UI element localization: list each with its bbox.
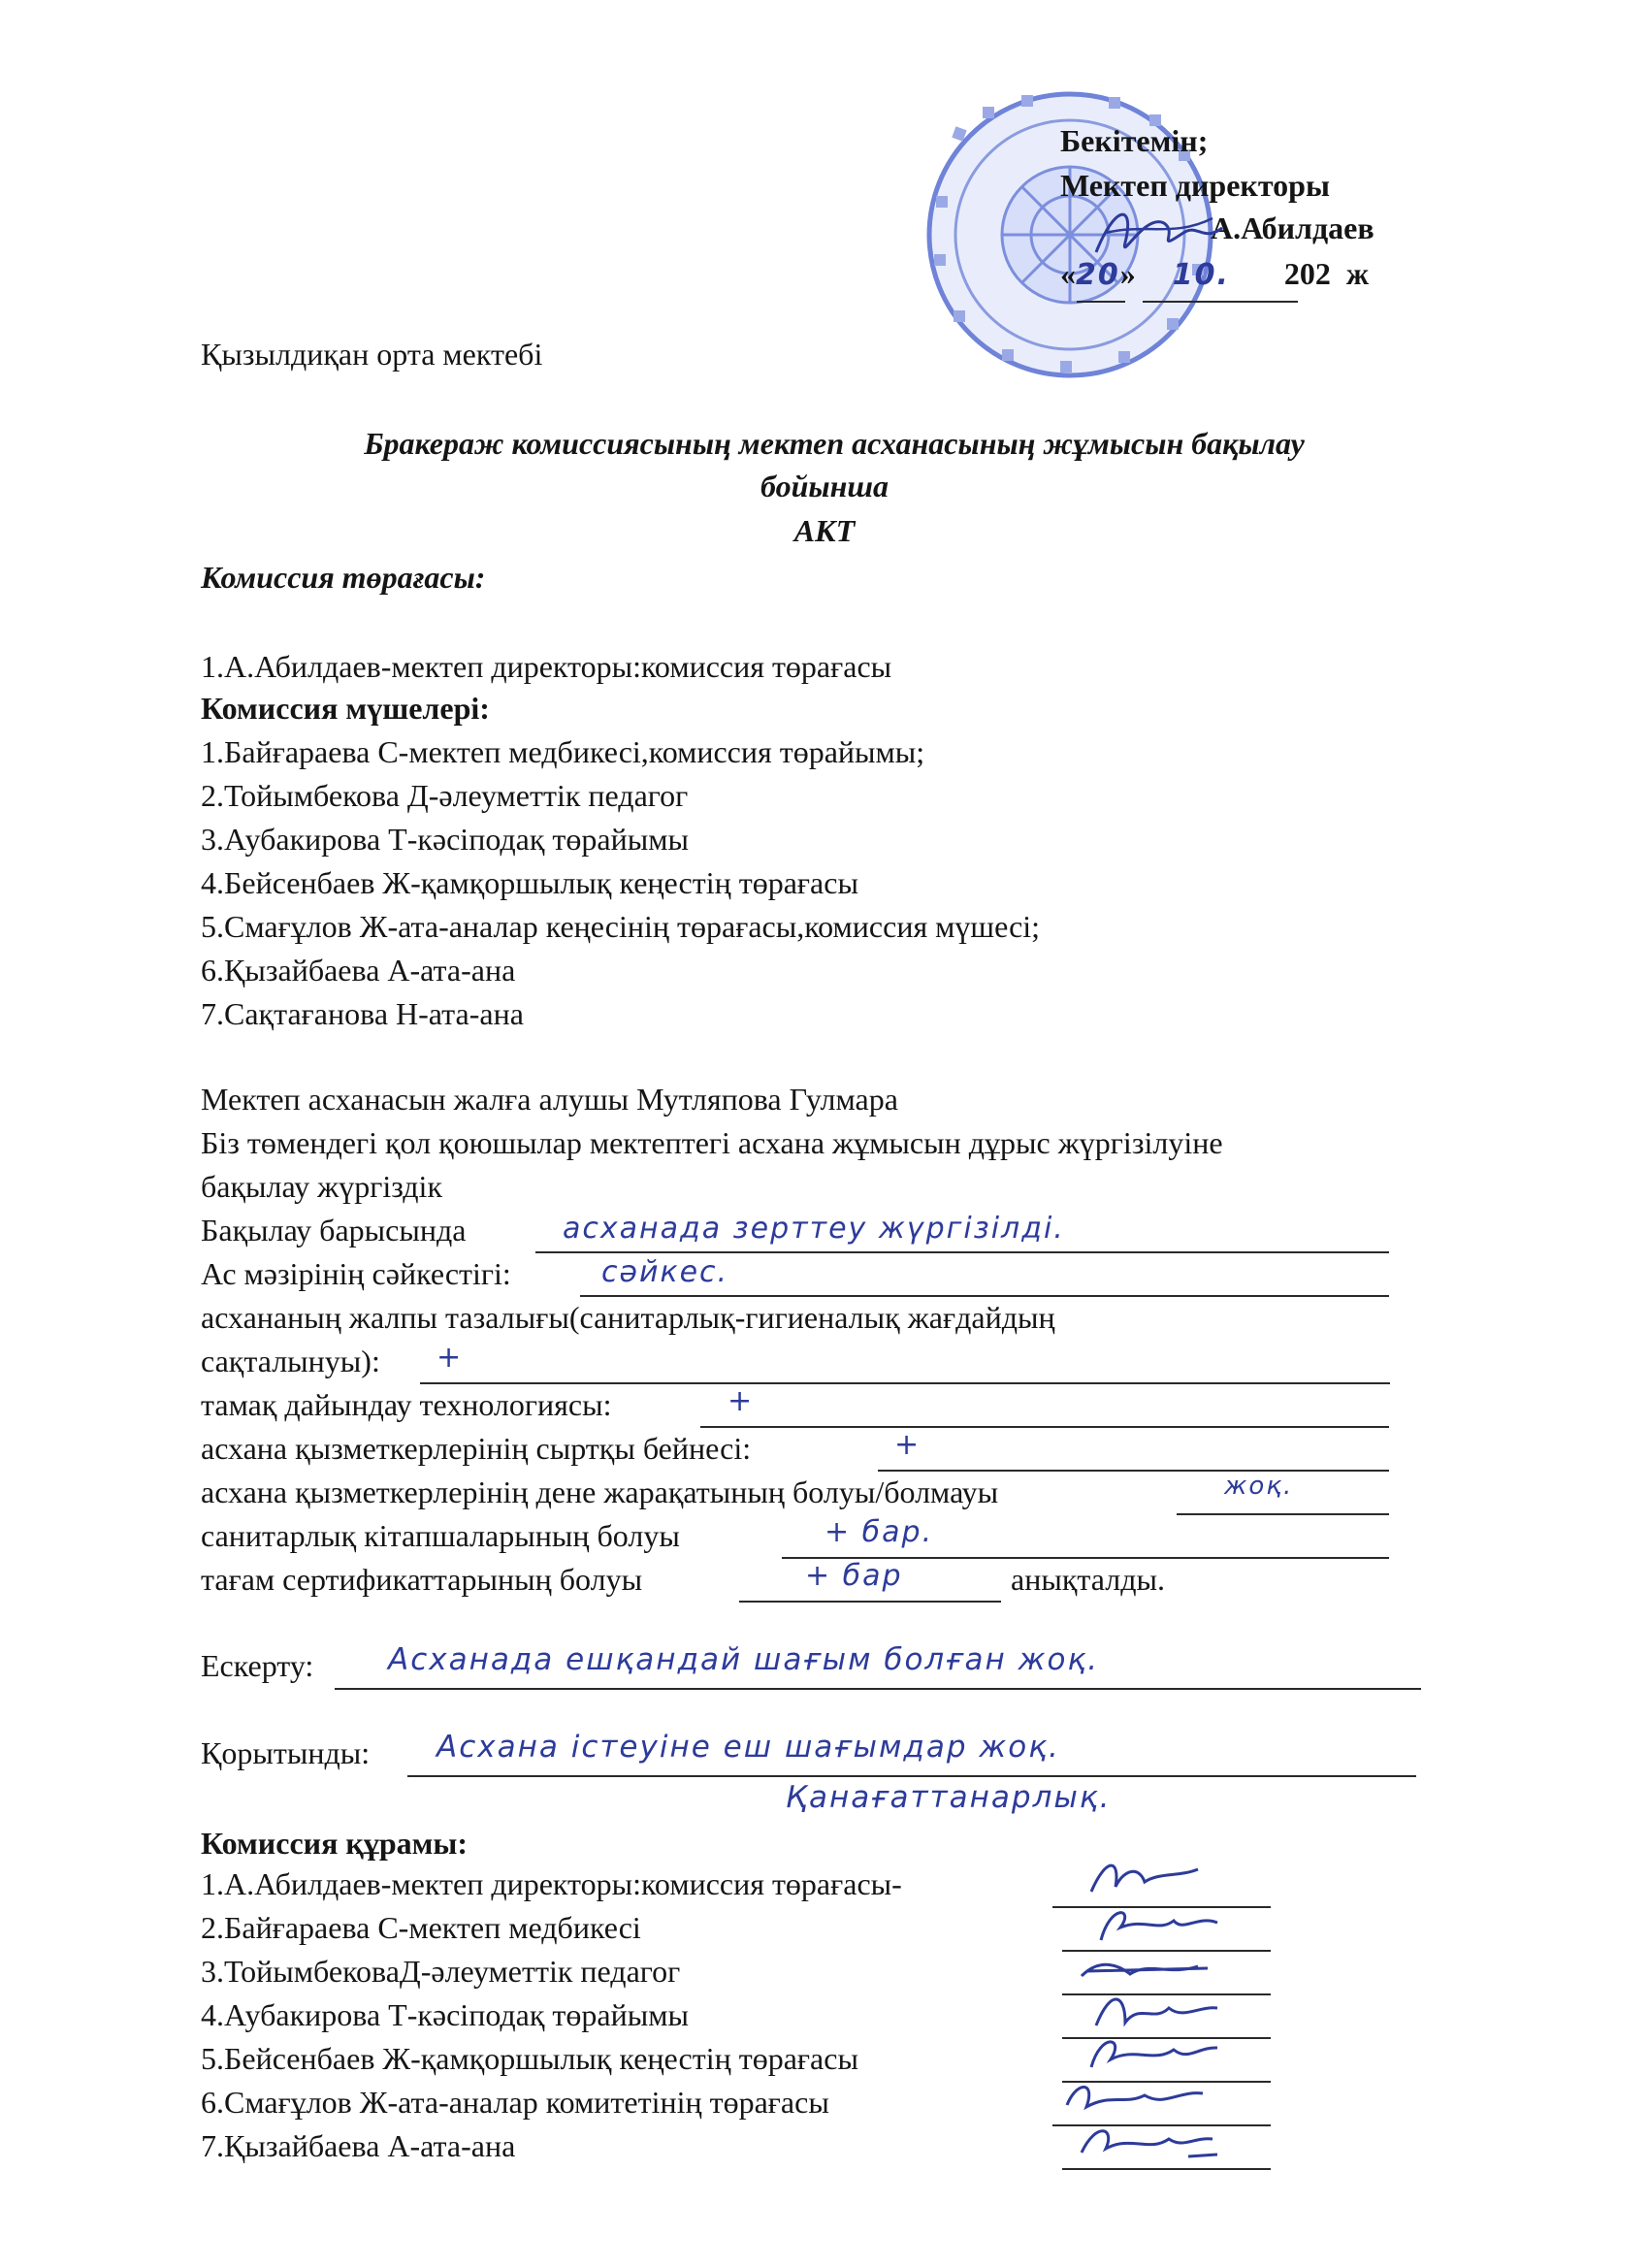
observation-value: асханада зерттеу жүргізілді. bbox=[563, 1212, 1065, 1246]
note-value: Асханада ешқандай шағым болған жоқ. bbox=[388, 1642, 1100, 1677]
certs-suffix: анықталды. bbox=[1011, 1562, 1165, 1597]
appearance-value: + bbox=[894, 1428, 922, 1462]
intro-line1: Біз төмендегі қол қоюшылар мектептегі асхана жұмысын дұрыс жүргізілуіне bbox=[201, 1125, 1223, 1160]
composition-item: 3.ТойымбековаД-әлеуметтік педагог bbox=[201, 1954, 681, 1989]
composition-heading: Комиссия құрамы: bbox=[201, 1826, 469, 1861]
signature-icon bbox=[1072, 2110, 1227, 2168]
injury-label: асхана қызметкерлерінің дене жарақатының болуы/болмауы bbox=[201, 1474, 999, 1509]
conclusion-label: Қорытынды: bbox=[201, 1735, 371, 1770]
composition-item: 4.Аубакирова Т-кәсіподақ төрайымы bbox=[201, 1997, 689, 2032]
chair-line: 1.А.Абилдаев-мектеп директоры:комиссия төрағасы bbox=[201, 649, 892, 684]
director-signature bbox=[1086, 194, 1232, 281]
approval-title: Бекітемін; bbox=[1060, 123, 1209, 158]
approval-year: 202 ж bbox=[1283, 256, 1370, 291]
approval-name: А.Абилдаев bbox=[1211, 211, 1374, 245]
doc-title-act: АКТ bbox=[793, 513, 856, 548]
cleanliness-value: + bbox=[436, 1341, 464, 1375]
approval-month: 10. bbox=[1172, 258, 1230, 292]
menu-value: сәйкес. bbox=[601, 1255, 729, 1289]
conclusion-value-1: Асхана істеуіне еш шағымдар жоқ. bbox=[436, 1730, 1060, 1765]
composition-item: 7.Қызайбаева А-ата-ана bbox=[201, 2128, 516, 2163]
books-value: + бар. bbox=[824, 1515, 934, 1549]
composition-item: 5.Бейсенбаев Ж-қамқоршылық кеңестің төрағасы bbox=[201, 2041, 858, 2076]
tenant-line: Мектеп асханасын жалға алушы Мутляпова Гулмара bbox=[201, 1082, 898, 1117]
certs-value: + бар bbox=[805, 1559, 903, 1593]
composition-item: 1.А.Абилдаев-мектеп директоры:комиссия төрағасы- bbox=[201, 1866, 902, 1901]
approval-position: Мектеп директоры bbox=[1060, 168, 1330, 203]
conclusion-value-2: Қанағаттанарлық. bbox=[786, 1780, 1112, 1815]
cleanliness-underline bbox=[420, 1341, 1390, 1384]
member-item: 2.Тойымбекова Д-әлеуметтік педагог bbox=[201, 778, 689, 813]
member-item: 6.Қызайбаева А-ата-ана bbox=[201, 953, 516, 988]
cleanliness-label-2: сақталынуы): bbox=[201, 1344, 380, 1378]
chair-heading: Комиссия төрағасы: bbox=[201, 560, 486, 595]
books-label: санитарлық кітапшаларының болуы bbox=[201, 1518, 680, 1553]
note-label: Ескерту: bbox=[201, 1648, 314, 1683]
observation-label: Бақылау барысында bbox=[201, 1213, 467, 1247]
menu-label: Ас мәзірінің сәйкестігі: bbox=[201, 1256, 511, 1291]
school-name: Қызылдиқан орта мектебі bbox=[201, 337, 543, 372]
member-item: 1.Байғараева С-мектеп медбикесі,комиссия төрайымы; bbox=[201, 734, 925, 769]
member-item: 3.Аубакирова Т-кәсіподақ төрайымы bbox=[201, 822, 689, 857]
member-item: 5.Смағұлов Ж-ата-аналар кеңесінің төрағасы,комиссия мүшесі; bbox=[201, 909, 1041, 944]
doc-title-line2: бойынша bbox=[760, 469, 889, 503]
cleanliness-label-1: асхананың жалпы тазалығы(санитарлық-гигиеналық жағдайдың bbox=[201, 1300, 1055, 1335]
certs-label: тағам сертификаттарының болуы bbox=[201, 1562, 643, 1597]
injury-value: жоқ. bbox=[1224, 1472, 1294, 1501]
composition-item: 6.Смағұлов Ж-ата-аналар комитетінің төрағасы bbox=[201, 2085, 829, 2120]
technology-value: + bbox=[728, 1384, 755, 1418]
member-item: 7.Сақтағанова Н-ата-ана bbox=[201, 996, 524, 1031]
members-heading: Комиссия мүшелері: bbox=[201, 691, 490, 726]
appearance-label: асхана қызметкерлерінің сыртқы бейнесі: bbox=[201, 1431, 752, 1466]
composition-item: 2.Байғараева С-мектеп медбикесі bbox=[201, 1910, 641, 1945]
technology-label: тамақ дайындау технологиясы: bbox=[201, 1387, 612, 1422]
approval-day: 20 bbox=[1076, 258, 1120, 292]
technology-underline bbox=[700, 1384, 1389, 1428]
member-item: 4.Бейсенбаев Ж-қамқоршылық кеңестің төрағасы bbox=[201, 865, 858, 900]
intro-line2: бақылау жүргіздік bbox=[201, 1169, 442, 1204]
approval-date: «20» 10. 202 ж bbox=[1060, 256, 1370, 292]
appearance-underline bbox=[878, 1428, 1389, 1472]
doc-title-line1: Бракераж комиссиясының мектеп асханасының жұмысын бақылау bbox=[364, 426, 1305, 461]
